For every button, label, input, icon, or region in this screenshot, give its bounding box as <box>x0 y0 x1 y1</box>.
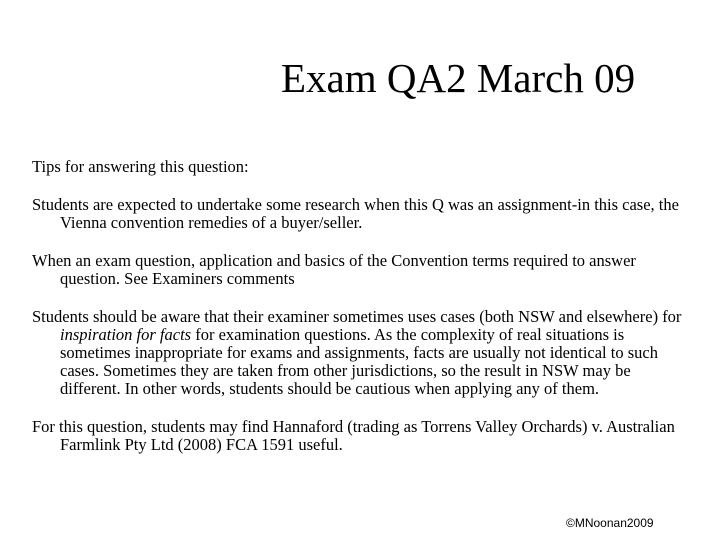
paragraph-cases-warning <box>32 308 692 398</box>
emphasis-inspiration-for-facts: inspiration for facts <box>60 325 192 344</box>
copyright-notice: ©MNoonan2009 <box>566 516 654 530</box>
slide-body <box>32 158 692 454</box>
paragraph-cases-text-end: for examination questions. As the complexity of real situations is sometimes inappropriate for exams and assignments, facts are usually not identical to such cases. Sometimes they are taken from other jurisdictions, so the result in NSW may be different. In other words, students should be cautious when applying any of them. <box>60 325 658 398</box>
paragraph-exam-question: When an exam question, application and basics of the Convention terms required to answer question. See Examiners comments <box>32 251 636 288</box>
paragraph-cases-text-start: Students should be aware that their examiner sometimes uses cases (both NSW and elsewhere) for <box>32 307 682 326</box>
tips-heading: Tips for answering this question: <box>32 157 249 176</box>
paragraph-research: Students are expected to undertake some research when this Q was an assignment-in this case, the Vienna convention remedies of a buyer/seller. <box>32 195 679 232</box>
slide-title: Exam QA2 March 09 <box>281 55 636 101</box>
paragraph-case-reference: For this question, students may find Hannaford (trading as Torrens Valley Orchards) v. Australian Farmlink Pty Ltd (2008) FCA 1591 useful. <box>32 417 675 454</box>
